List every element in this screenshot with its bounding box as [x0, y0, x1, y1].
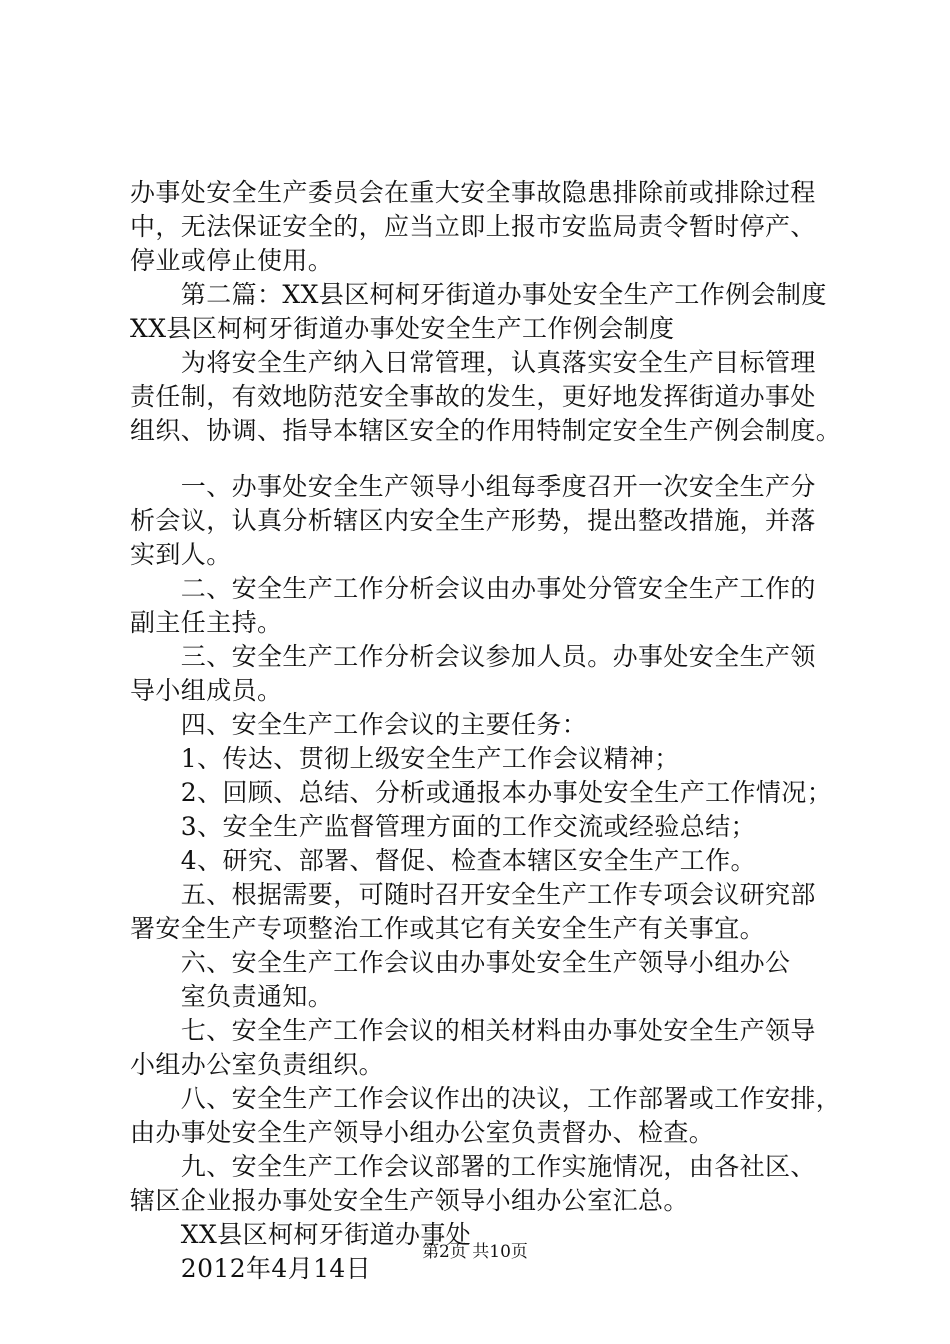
body-line: 六、安全生产工作会议由办事处安全生产领导小组办公: [130, 948, 791, 977]
body-line: 副主任主持。: [130, 608, 283, 637]
page-number-footer: 第2页 共10页: [422, 1242, 528, 1262]
list-item: 3、安全生产监督管理方面的工作交流或经验总结；: [130, 812, 756, 841]
body-line: 一、办事处安全生产领导小组每季度召开一次安全生产分: [130, 472, 816, 501]
body-line: 为将安全生产纳入日常管理，认真落实安全生产目标管理: [130, 348, 816, 377]
body-line: 析会议，认真分析辖区内安全生产形势，提出整改措施，并落: [130, 506, 816, 535]
body-line: 办事处安全生产委员会在重大安全事故隐患排除前或排除过程: [130, 178, 816, 207]
body-line: 室负责通知。: [130, 982, 334, 1011]
body-line: 辖区企业报办事处安全生产领导小组办公室汇总。: [130, 1186, 689, 1215]
body-line: 署安全生产专项整治工作或其它有关安全生产有关事宜。: [130, 914, 766, 943]
body-line: 责任制，有效地防范安全事故的发生，更好地发挥街道办事处: [130, 382, 816, 411]
body-line: 实到人。: [130, 540, 232, 569]
body-line: 组织、协调、指导本辖区安全的作用特制定安全生产例会制度。: [130, 416, 842, 445]
body-line: 中，无法保证安全的，应当立即上报市安监局责令暂时停产、: [130, 212, 816, 241]
signature-date: 2012年4月14日: [130, 1254, 372, 1283]
list-item: 2、回顾、总结、分析或通报本办事处安全生产工作情况；: [130, 778, 833, 807]
body-line: 五、根据需要，可随时召开安全生产工作专项会议研究部: [130, 880, 816, 909]
body-line: 七、安全生产工作会议的相关材料由办事处安全生产领导: [130, 1016, 816, 1045]
body-line: 三、安全生产工作分析会议参加人员。办事处安全生产领: [130, 642, 816, 671]
document-title: XX县区柯柯牙街道办事处安全生产工作例会制度: [130, 314, 675, 343]
body-line: 四、安全生产工作会议的主要任务：: [130, 710, 588, 739]
body-line: 停业或停止使用。: [130, 246, 334, 275]
list-item: 1、传达、贯彻上级安全生产工作会议精神；: [130, 744, 680, 773]
body-line: 九、安全生产工作会议部署的工作实施情况，由各社区、: [130, 1152, 816, 1181]
body-line: 小组办公室负责组织。: [130, 1050, 385, 1079]
list-item: 4、研究、部署、督促、检查本辖区安全生产工作。: [130, 846, 756, 875]
body-line: 由办事处安全生产领导小组办公室负责督办、检查。: [130, 1118, 715, 1147]
body-line: 导小组成员。: [130, 676, 283, 705]
body-line: 二、安全生产工作分析会议由办事处分管安全生产工作的: [130, 574, 816, 603]
body-line: 八、安全生产工作会议作出的决议，工作部署或工作安排，: [130, 1084, 842, 1113]
signature-org: XX县区柯柯牙街道办事处: [130, 1220, 472, 1249]
section-heading: 第二篇：XX县区柯柯牙街道办事处安全生产工作例会制度: [130, 280, 827, 309]
